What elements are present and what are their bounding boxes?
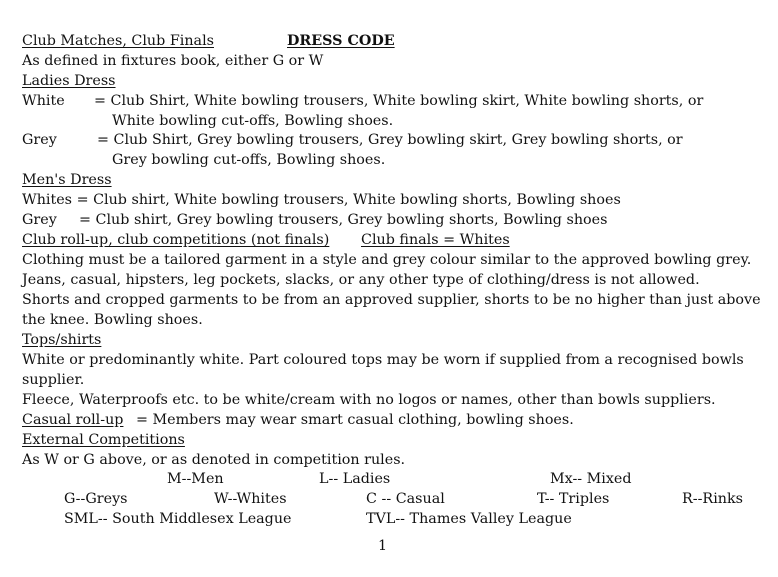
mens-grey-label: Grey bbox=[22, 212, 57, 228]
casual-heading: Casual roll-up bbox=[22, 412, 124, 428]
ladies-grey-line1: = Club Shirt, Grey bowling trousers, Grey bowling skirt, Grey bowling shorts, or bbox=[97, 132, 683, 148]
legend-triples: T-- Triples bbox=[537, 491, 610, 507]
mens-heading: Men's Dress bbox=[22, 172, 112, 188]
legend-tvl: TVL-- Thames Valley League bbox=[366, 511, 572, 527]
rollup-line-1: Clothing must be a tailored garment in a style and grey colour similar to the approved bowling grey. bbox=[22, 252, 752, 268]
doc-title: DRESS CODE bbox=[287, 33, 395, 49]
tops-line-3: Fleece, Waterproofs etc. to be white/cream with no logos or names, other than bowls suppliers. bbox=[22, 392, 716, 408]
section-title: Club Matches, Club Finals bbox=[22, 33, 214, 49]
intro-text: As defined in fixtures book, either G or W bbox=[22, 53, 324, 69]
rollup-line-2: Jeans, casual, hipsters, leg pockets, slacks, or any other type of clothing/dress is not allowed. bbox=[22, 272, 700, 288]
legend-men: M--Men bbox=[167, 471, 224, 487]
ladies-white-line1: = Club Shirt, White bowling trousers, White bowling skirt, White bowling shorts, or bbox=[94, 93, 704, 109]
rollup-heading: Club roll-up, club competitions (not finals) bbox=[22, 232, 330, 248]
rollup-line-4: the knee. Bowling shoes. bbox=[22, 312, 203, 328]
legend-mixed: Mx-- Mixed bbox=[550, 471, 632, 487]
doc-title-wrap bbox=[287, 31, 395, 51]
tops-line-2: supplier. bbox=[22, 372, 85, 388]
tops-line-1: White or predominantly white. Part coloured tops may be worn if supplied from a recognised bowls bbox=[22, 352, 744, 368]
legend-rinks: R--Rinks bbox=[682, 491, 743, 507]
header-line bbox=[22, 31, 214, 51]
ladies-white-line2: White bowling cut-offs, Bowling shoes. bbox=[112, 113, 394, 129]
ladies-white-label: White bbox=[22, 93, 65, 109]
legend-ladies: L-- Ladies bbox=[319, 471, 391, 487]
casual-text: = Members may wear smart casual clothing, bowling shoes. bbox=[136, 412, 574, 428]
rollup-line-3: Shorts and cropped garments to be from an approved supplier, shorts to be no higher than just above bbox=[22, 292, 761, 308]
ladies-grey-label: Grey bbox=[22, 132, 57, 148]
external-text: As W or G above, or as denoted in competition rules. bbox=[22, 452, 406, 468]
mens-whites: Whites = Club shirt, White bowling trousers, White bowling shorts, Bowling shoes bbox=[22, 192, 621, 208]
tops-heading: Tops/shirts bbox=[22, 332, 102, 348]
legend-whites: W--Whites bbox=[214, 491, 287, 507]
legend-sml: SML-- South Middlesex League bbox=[64, 511, 292, 527]
rollup-finals: Club finals = Whites bbox=[361, 232, 510, 248]
page-number: 1 bbox=[378, 538, 388, 554]
external-heading: External Competitions bbox=[22, 432, 185, 448]
ladies-grey-line2: Grey bowling cut-offs, Bowling shoes. bbox=[112, 152, 386, 168]
legend-casual: C -- Casual bbox=[366, 491, 445, 507]
mens-grey: = Club shirt, Grey bowling trousers, Grey bowling shorts, Bowling shoes bbox=[79, 212, 608, 228]
ladies-heading: Ladies Dress bbox=[22, 73, 116, 89]
legend-greys: G--Greys bbox=[64, 491, 128, 507]
